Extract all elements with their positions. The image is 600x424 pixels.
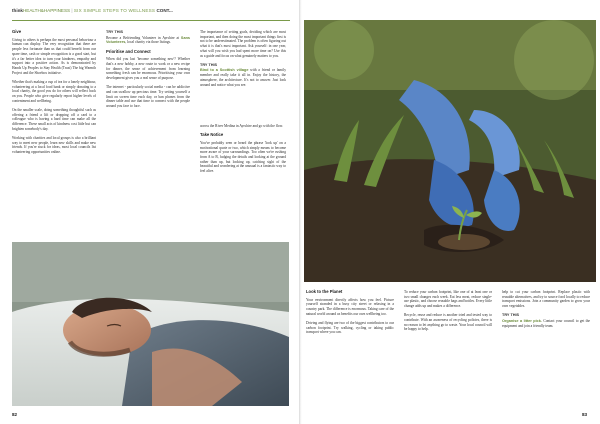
paragraph: help to cut your carbon footprint. Replace plastic with reusable alternatives, and try to source food locally to reduce transport emissions. Join a community garden to grow your own vegetables. (502, 290, 590, 309)
gardening-hands-photo (304, 20, 596, 282)
paragraph: To reduce your carbon footprint, like one of at least one or two small changes each week. Eat less meat, reduce single-use plastic, and choose reusable bags and bottles. Every little change adds up and makes a difference. (404, 290, 492, 309)
tip-rest: , local charity via those listings. (125, 40, 171, 45)
header-rule (12, 20, 290, 21)
paragraph: When did you last 'become something new'? Whether that's a new hobby, a new route to work or a new recipe for dinner, the sense of achievement from learning something fresh can be enormous. Prioritising your own development gives you a real sense of purpose. (106, 57, 190, 81)
left-col-3 (200, 30, 286, 92)
tip-text: Become a Befriending Volunteer in Ayrshire at (106, 35, 180, 40)
paragraph: On the smaller scale, doing something thoughtful such as offering a friend a lift or dropping off a card to a colleague who is having a hard time can make all the difference. These small acts of kindness cost little but can brighten somebody's day. (12, 107, 96, 131)
tip-link[interactable]: Sans Volunteers (106, 35, 190, 45)
tip-text: Contact your council to get the equipment and join a friendly team. (502, 319, 590, 328)
paragraph: Your environment directly affects how you feel. Picture yourself stranded in a busy city street or relaxing in a country park. The difference is enormous. Taking care of the natural world around us benefits our own wellbeing too. (306, 297, 394, 316)
heading-give: Give (12, 29, 22, 34)
heading-take-notice: Take Notice (200, 132, 224, 138)
heading-look-to-planet: Look to the Planet (306, 289, 343, 294)
sleeping-man-photo (12, 242, 289, 406)
running-header: thinkHEALTH&HAPPINESS | SIX SIMPLE STEPS TO WELLNESS CONT... (12, 8, 173, 13)
right-bottom-col-1 (306, 290, 394, 340)
take-notice-column (200, 124, 286, 236)
tip-paragraph (200, 68, 286, 87)
tip-text: with a friend or family member and really take it all in. Enjoy the history, the atmosphere, the architecture. It's not to answer. Just look around and notice what you see. (200, 68, 286, 87)
tip-title: Bind to a Scottish village (200, 68, 249, 73)
tip-label: TRY THIS (106, 30, 124, 34)
page-number-right: 83 (582, 412, 588, 417)
heading-prioritise: Prioritise and Connect (106, 48, 151, 54)
paragraph: Working with charities and local groups is also a brilliant way to meet new people, learn new skills and make new friends. If you're stuck for ideas, most local councils list volunteering opportunities online. (12, 135, 96, 154)
header-title: SIX SIMPLE STEPS TO WELLNESS (73, 8, 156, 13)
right-bottom-col-3 (502, 290, 590, 333)
paragraph: Whether that's making a cup of tea for a lonely neighbour, volunteering at a local food bank or simply donating to a local charity, the good you do for others will reflect back on you. People who give regularly report higher levels of contentment and wellbeing. (12, 79, 96, 103)
paragraph: across the River Medina in Ayrshire and go with the flow. (200, 124, 283, 128)
magazine-name: think (12, 8, 23, 13)
tip-label: TRY THIS (502, 313, 520, 318)
tip-paragraph (502, 319, 590, 328)
paragraph: Recycle, reuse and reduce is another tried and tested way to contribute. With an awareness of recycling policies, there is no reason to let anything go to waste. Your local council will be happy to help. (404, 313, 492, 332)
tip-title: Organise a litter pick. (502, 319, 542, 324)
gardening-illustration (304, 20, 596, 282)
paragraph: The importance of setting goals, deciding which are most important, and then doing the most important things first is not to be underestimated. The problem is often figuring out what it is that's most important. Ask yourself: in one year, what will you wish you had spent more time on? Use this as a guide and focus on what genuinely matters to you. (200, 30, 286, 58)
sleeping-man-illustration (12, 242, 289, 406)
paragraph: Giving to others is perhaps the most personal behaviour a human can display. The very recognition that there are people less fortunate than us that could benefit from our spare time, cash or simple recognition is a good start, but it's a far better idea to turn your kindness, empathy and support into a positive action. As is demonstrated by Hands Up Peoples to Stay Health (Trust) The big Warmth Project and the Shoebox initiative. (12, 37, 96, 75)
tip-paragraph (106, 36, 190, 45)
header-cont: CONT... (156, 8, 173, 13)
tip-label: TRY THIS (200, 62, 218, 67)
right-bottom-col-2 (404, 290, 492, 337)
page-number-left: 82 (12, 412, 18, 417)
paragraph: The internet - particularly social media - can be addictive and can swallow up precious time. Try setting yourself a limit on screen time each day, or ban phones from the dinner table and use that time to connect with the people around you face to face. (106, 85, 190, 109)
left-col-1 (12, 30, 96, 159)
section-name: HEALTH&HAPPINESS (22, 8, 71, 13)
paragraph: Driving and flying are two of the biggest contributors to our carbon footprint. Try walking, cycling or taking public transport where you can. (306, 321, 394, 335)
left-col-2 (106, 30, 190, 113)
spread-gutter (299, 0, 302, 424)
paragraph: You've probably seen or heard the phrase 'look up' on a motivational quote or two, which simply means to become more aware of your surroundings. Too often we're rushing from A to B, fudging the details and looking at the ground rather than up, but looking up, catching sight of the beautiful and wondering at the unusual is a fantastic way to feel alive. (200, 140, 286, 174)
